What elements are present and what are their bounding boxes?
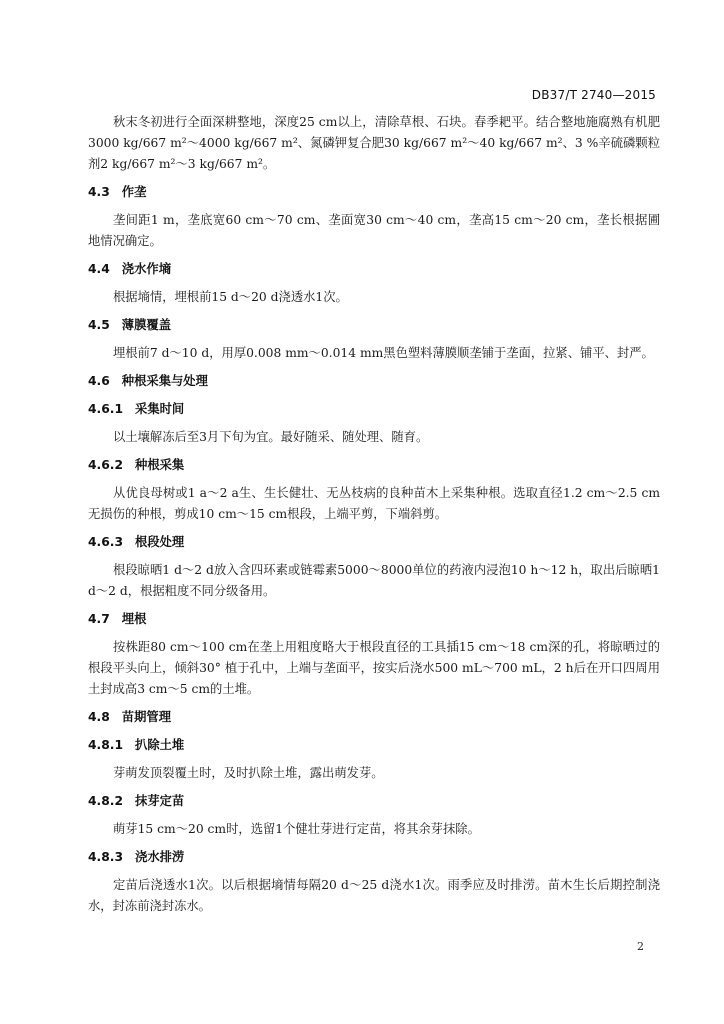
- section-title: 采集时间: [135, 402, 185, 416]
- paragraph: 芽萌发顶裂覆土时，及时扒除土堆，露出萌发芽。: [113, 766, 384, 780]
- paragraph: 按株距80 cm～100 cm在垄上用粗度略大于根段直径的工具插15 cm～18 cm深的孔，将晾晒过的根段平头向上，倾斜30° 植于孔中，上端与垄面平，按实后浇水500 mL～700 mL，2 h后在开口四周用土封成高3 cm～5 cm的土堆。: [88, 640, 660, 696]
- section-title: 苗期管理: [121, 710, 171, 724]
- subsection-heading: [88, 532, 660, 553]
- section-title: 浇水作墒: [121, 262, 171, 276]
- paragraph: 萌芽15 cm～20 cm时，选留1个健壮芽进行定苗，将其余芽抹除。: [113, 822, 480, 836]
- subsection-heading: [88, 399, 660, 420]
- subsection-heading: [88, 735, 660, 756]
- paragraph: 埋根前7 d～10 d，用厚0.008 mm～0.014 mm黑色塑料薄膜顺垄铺于垄面，拉紧、铺平、封严。: [113, 346, 654, 360]
- subsection-heading: [88, 791, 660, 812]
- section-number: 4.8: [88, 710, 110, 724]
- subsection-heading: [88, 455, 660, 476]
- section-number: 4.7: [88, 612, 110, 626]
- document-code: DB37/T 2740—2015: [531, 88, 656, 102]
- section-number: 4.8.1: [88, 738, 124, 752]
- paragraph: 以土壤解冻后至3月下旬为宜。最好随采、随处理、随育。: [113, 430, 429, 444]
- section-title: 根段处理: [135, 535, 185, 549]
- section-number: 4.6.3: [88, 535, 124, 549]
- document-body: [88, 112, 660, 924]
- section-title: 作垄: [121, 185, 147, 199]
- page-number: 2: [637, 940, 644, 953]
- section-number: 4.4: [88, 262, 110, 276]
- section-number: 4.8.2: [88, 794, 124, 808]
- section-number: 4.6: [88, 374, 110, 388]
- section-heading: [88, 707, 660, 728]
- section-title: 薄膜覆盖: [121, 318, 171, 332]
- paragraph: 垄间距1 m，垄底宽60 cm～70 cm、垄面宽30 cm～40 cm，垄高15 cm～20 cm，垄长根据圃地情况确定。: [88, 213, 660, 248]
- paragraph: 根据墒情，埋根前15 d～20 d浇透水1次。: [113, 290, 348, 304]
- section-title: 浇水排涝: [135, 850, 185, 864]
- section-title: 抹芽定苗: [135, 794, 185, 808]
- section-heading: [88, 315, 660, 336]
- section-title: 扒除土堆: [135, 738, 185, 752]
- section-heading: [88, 609, 660, 630]
- section-number: 4.5: [88, 318, 110, 332]
- paragraph: 秋末冬初进行全面深耕整地，深度25 cm以上，清除草根、石块。春季耙平。结合整地施腐熟有机肥3000 kg/667 m²～4000 kg/667 m²、氮磷钾复合肥30 kg/667 m²～40 kg/667 m²、3 %辛硫磷颗粒剂2 kg/667 m²～3 kg/667 m²。: [88, 115, 660, 171]
- section-number: 4.6.2: [88, 458, 124, 472]
- paragraph: 定苗后浇透水1次。以后根据墒情每隔20 d～25 d浇水1次。雨季应及时排涝。苗木生长后期控制浇水，封冻前浇封冻水。: [88, 878, 660, 913]
- section-number: 4.8.3: [88, 850, 124, 864]
- subsection-heading: [88, 847, 660, 868]
- paragraph: 从优良母树或1 a～2 a生、生长健壮、无丛枝病的良种苗木上采集种根。选取直径1.2 cm～2.5 cm无损伤的种根，剪成10 cm～15 cm根段，上端平剪，下端斜剪。: [88, 486, 660, 521]
- section-number: 4.3: [88, 185, 110, 199]
- section-title: 种根采集与处理: [121, 374, 208, 388]
- paragraph: 根段晾晒1 d～2 d放入含四环素或链霉素5000～8000单位的药液内浸泡10 h～12 h，取出后晾晒1 d～2 d，根据粗度不同分级备用。: [88, 563, 660, 598]
- section-heading: [88, 259, 660, 280]
- section-title: 种根采集: [135, 458, 185, 472]
- section-heading: [88, 182, 660, 203]
- section-title: 埋根: [121, 612, 147, 626]
- section-heading: [88, 371, 660, 392]
- section-number: 4.6.1: [88, 402, 124, 416]
